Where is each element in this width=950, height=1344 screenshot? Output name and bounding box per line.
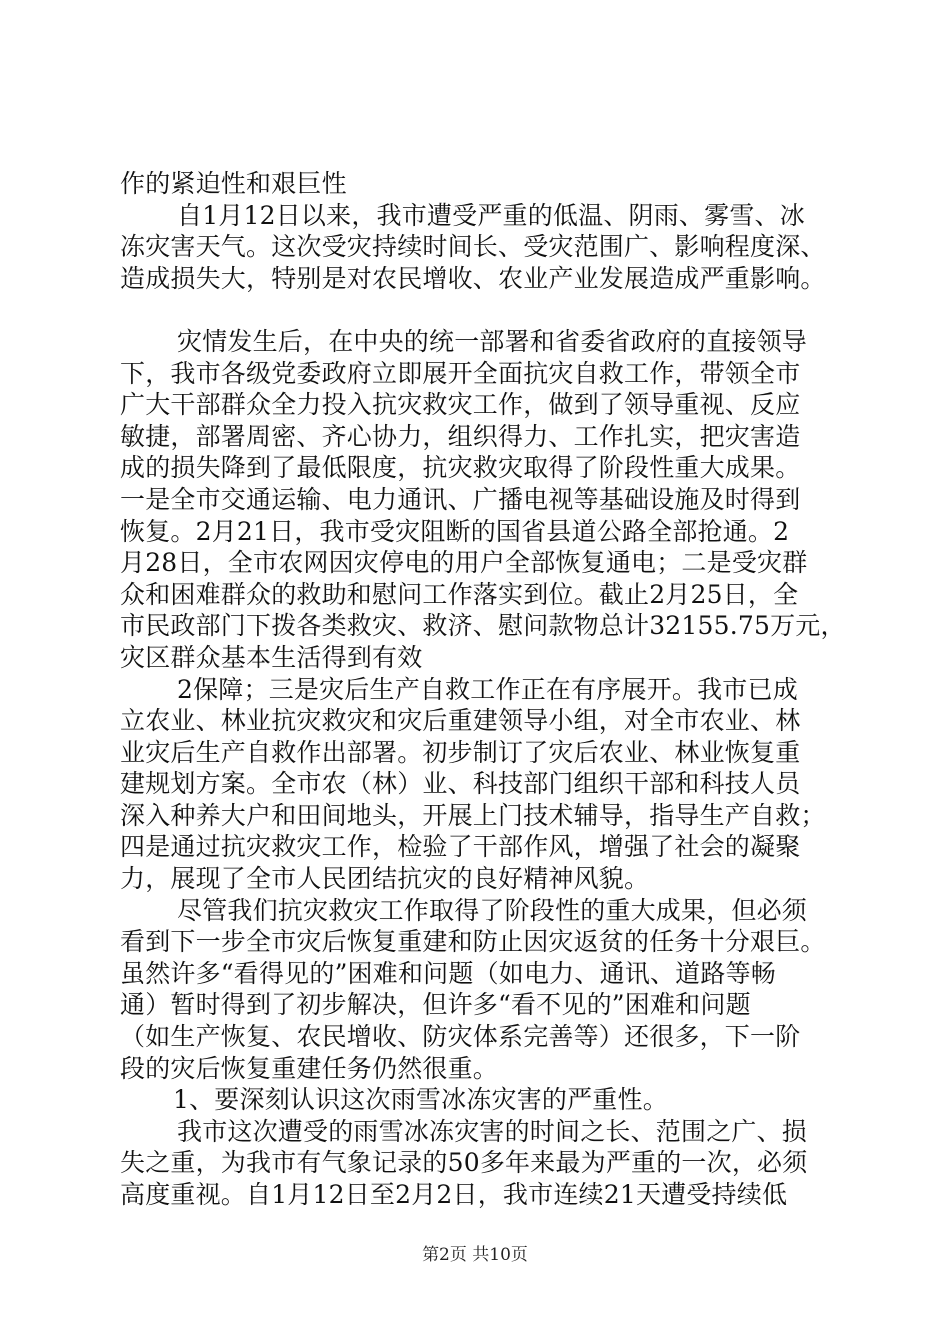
text-line: 众和困难群众的救助和慰问工作落实到位。截止2月25日，全 [120,579,799,609]
text-line: 作的紧迫性和艰巨性 [120,169,347,198]
text-line: 立农业、林业抗灾救灾和灾后重建领导小组，对全市农业、林 [120,706,801,736]
text-line: （如生产恢复、农民增收、防灾体系完善等）还很多，下一阶 [120,1022,801,1052]
document-body [120,168,846,1211]
text-line: 市民政部门下拨各类救灾、救济、慰问款物总计32155.75万元， [120,611,846,641]
text-line: 灾区群众基本生活得到有效 [120,642,423,672]
text-line: 自1月12日以来，我市遭受严重的低温、阴雨、雾雪、冰 [177,200,805,230]
text-line: 段的灾后恢复重建任务仍然很重。 [120,1053,499,1083]
page-number: 第2页 共10页 [422,1245,528,1265]
page-footer [0,1245,950,1265]
text-line: 四是通过抗灾救灾工作，检验了干部作风，增强了社会的凝聚 [120,832,801,862]
text-line: 虽然许多“看得见的”困难和问题（如电力、通讯、道路等畅 [120,958,776,988]
text-line: 业灾后生产自救作出部署。初步制订了灾后农业、林业恢复重 [120,737,801,767]
text-line: 力，展现了全市人民团结抗灾的良好精神风貌。 [120,864,650,894]
paragraph-gap [120,294,840,326]
text-line: 高度重视。自1月12日至2月2日，我市连续21天遭受持续低 [120,1180,788,1209]
text-line: 下，我市各级党委政府立即展开全面抗灾自救工作，带领全市 [120,358,801,388]
text-line: 敏捷，部署周密、齐心协力，组织得力、工作扎实，把灾害造 [120,421,801,451]
text-line: 通）暂时得到了初步解决，但许多“看不见的”困难和问题 [120,990,751,1020]
text-line: 建规划方案。全市农（林）业、科技部门组织干部和科技人员 [120,769,801,799]
text-line: 一是全市交通运输、电力通讯、广播电视等基础设施及时得到 [120,484,801,514]
text-line: 造成损失大，特别是对农民增收、农业产业发展造成严重影响。 [120,263,826,293]
text-line: 冻灾害天气。这次受灾持续时间长、受灾范围广、影响程度深、 [120,232,826,262]
text-line: 灾情发生后，在中央的统一部署和省委省政府的直接领导 [177,326,808,356]
text-line: 月28日，全市农网因灾停电的用户全部恢复通电；二是受灾群 [120,548,808,578]
text-line: 尽管我们抗灾救灾工作取得了阶段性的重大成果，但必须 [177,895,808,925]
text-line: 2保障；三是灾后生产自救工作正在有序展开。我市已成 [177,674,798,704]
text-line: 失之重，为我市有气象记录的50多年来最为严重的一次，必须 [120,1148,808,1178]
text-line: 恢复。2月21日，我市受灾阻断的国省县道公路全部抢通。2 [120,516,790,546]
text-line: 看到下一步全市灾后恢复重建和防止因灾返贫的任务十分艰巨。 [120,927,826,957]
text-line: 深入种养大户和田间地头，开展上门技术辅导，指导生产自救； [120,800,826,830]
text-line: 我市这次遭受的雨雪冰冻灾害的时间之长、范围之广、损 [177,1116,808,1146]
text-line: 成的损失降到了最低限度，抗灾救灾取得了阶段性重大成果。 [120,453,801,483]
text-line: 广大干部群众全力投入抗灾救灾工作，做到了领导重视、反应 [120,390,801,420]
text-line: 1、要深刻认识这次雨雪冰冻灾害的严重性。 [173,1085,668,1115]
